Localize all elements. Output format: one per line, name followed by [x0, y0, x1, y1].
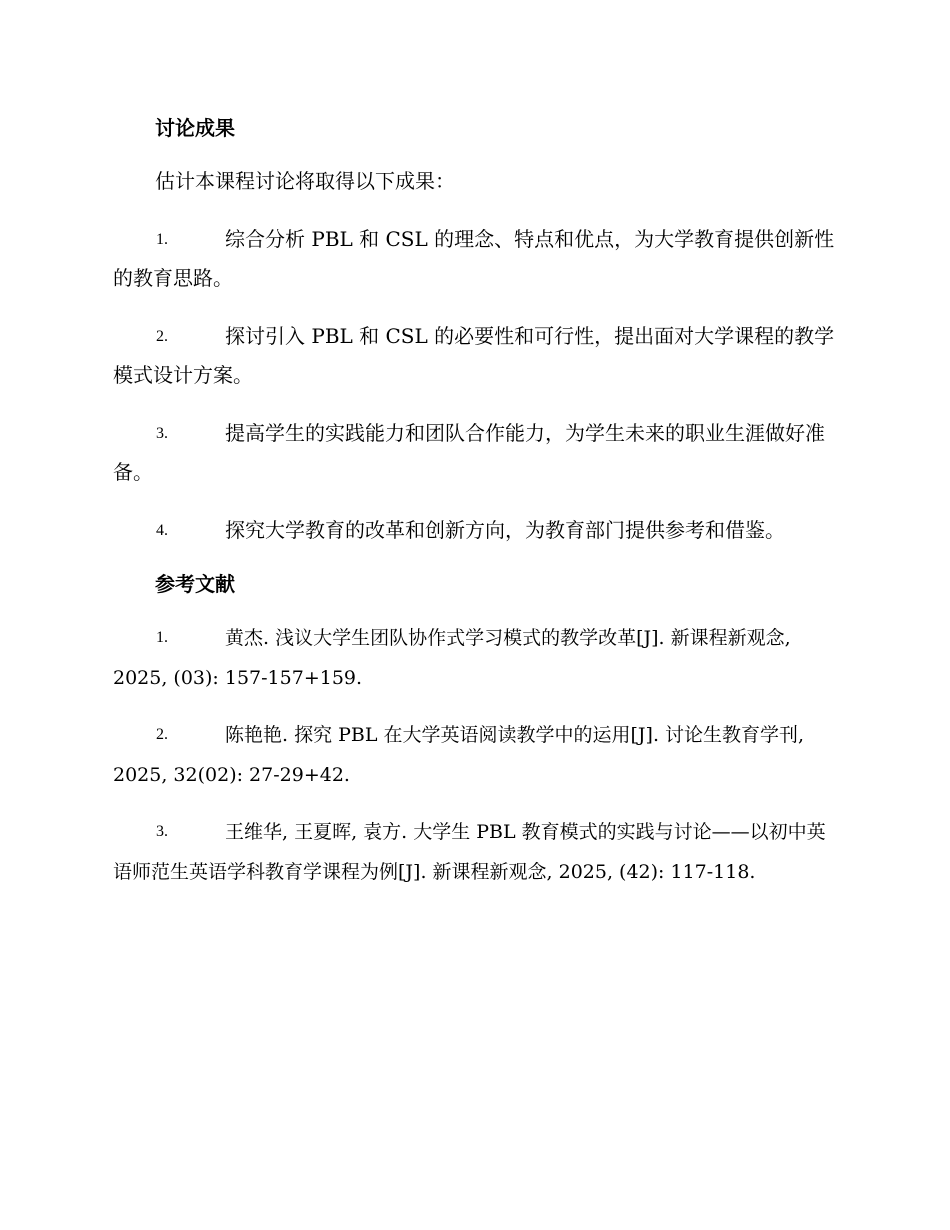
list-item: [113, 414, 838, 492]
reference-number: 3.: [156, 823, 168, 840]
results-intro: 估计本课程讨论将取得以下成果：: [155, 169, 455, 193]
list-item-text: 提高学生的实践能力和团队合作能力，为学生未来的职业生涯做好准备。: [113, 421, 825, 484]
list-item: [113, 317, 838, 395]
reference-number: 1.: [156, 629, 168, 646]
list-item-text: 综合分析 PBL 和 CSL 的理念、特点和优点，为大学教育提供创新性的教育思路。: [113, 227, 835, 290]
list-item-number: 2.: [156, 328, 168, 345]
reference-item: [113, 618, 838, 698]
results-heading: 讨论成果: [155, 116, 235, 140]
list-item: [113, 220, 838, 298]
reference-text: 陈艳艳. 探究 PBL 在大学英语阅读教学中的运用[J]. 讨论生教育学刊, 2025, 32(02): 27-29+42.: [113, 724, 805, 786]
list-item-number: 3.: [156, 425, 168, 442]
document-content: [113, 113, 838, 909]
references-heading: 参考文献: [155, 572, 235, 596]
list-item-text: 探究大学教育的改革和创新方向，为教育部门提供参考和借鉴。: [225, 518, 785, 542]
list-item-number: 4.: [156, 522, 168, 539]
list-item: [113, 511, 838, 550]
list-item-text: 探讨引入 PBL 和 CSL 的必要性和可行性，提出面对大学课程的教学模式设计方案。: [113, 324, 835, 387]
reference-number: 2.: [156, 726, 168, 743]
reference-item: [113, 715, 838, 795]
reference-item: [113, 812, 838, 892]
reference-text: 王维华, 王夏晖, 袁方. 大学生 PBL 教育模式的实践与讨论——以初中英语师范生英语学科教育学课程为例[J]. 新课程新观念, 2025, (42): 117-118.: [113, 821, 826, 883]
reference-text: 黄杰. 浅议大学生团队协作式学习模式的教学改革[J]. 新课程新观念, 2025, (03): 157-157+159.: [113, 627, 791, 689]
list-item-number: 1.: [156, 231, 168, 248]
